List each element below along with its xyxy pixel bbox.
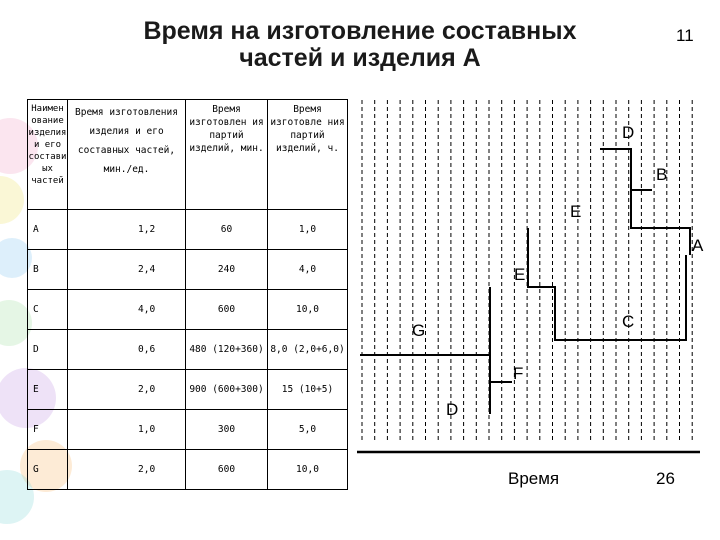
table-cell: D (28, 330, 68, 370)
diagram-label-e-mid: E (514, 265, 526, 284)
title-line-1: Время на изготовление составных (143, 17, 577, 45)
table-header-cell: Время изготовлен ия партий изделий, мин. (186, 100, 268, 210)
table-cell: 480 (120+360) (186, 330, 268, 370)
diagram-label-f: F (513, 364, 524, 383)
table-cell: 5,0 (268, 410, 348, 450)
table-cell: 60 (186, 210, 268, 250)
title-line-2: частей и изделия А (239, 44, 481, 72)
table-cell: 240 (186, 250, 268, 290)
diagram-label-e-top: E (570, 202, 582, 221)
table-cell: 600 (186, 290, 268, 330)
table-header-cell: Время изготовле ния партий изделий, ч. (268, 100, 348, 210)
time-axis-value: 26 (656, 469, 675, 488)
diagram-label-a: A (692, 236, 704, 255)
diagram-label-d-bottom: D (446, 400, 459, 419)
table-cell: 600 (186, 450, 268, 490)
diagram-label-c: C (622, 312, 635, 331)
table-cell: G (28, 450, 68, 490)
slide-number: 11 (676, 26, 694, 45)
table-header-cell: Время изготовления изделия и его составных частей, мин./ед. (68, 100, 186, 210)
diagram-label-d-top: D (622, 123, 635, 142)
table-cell: E (28, 370, 68, 410)
time-axis-label: Время (508, 469, 560, 488)
table-cell: 2,0 (68, 370, 186, 410)
table-cell: 300 (186, 410, 268, 450)
table-header-cell: Наимен ование изделия и его состави ых частей (28, 100, 68, 210)
table-cell: 15 (10+5) (268, 370, 348, 410)
table-cell: 2,4 (68, 250, 186, 290)
table-cell: C (28, 290, 68, 330)
cycle-step-line (600, 149, 690, 255)
table-cell: 900 (600+300) (186, 370, 268, 410)
table-cell: F (28, 410, 68, 450)
cycle-step-line (528, 228, 686, 340)
table-cell: 8,0 (2,0+6,0) (268, 330, 348, 370)
table-cell: B (28, 250, 68, 290)
table-cell: 1,0 (68, 410, 186, 450)
diagram-label-b: B (656, 165, 668, 184)
table-cell: 4,0 (268, 250, 348, 290)
table-cell: 1,2 (68, 210, 186, 250)
table-cell: 0,6 (68, 330, 186, 370)
table-cell: 10,0 (268, 290, 348, 330)
diagram-label-g: G (412, 321, 426, 340)
table-cell: A (28, 210, 68, 250)
table-cell: 2,0 (68, 450, 186, 490)
table-cell: 4,0 (68, 290, 186, 330)
table-cell: 10,0 (268, 450, 348, 490)
table-cell: 1,0 (268, 210, 348, 250)
